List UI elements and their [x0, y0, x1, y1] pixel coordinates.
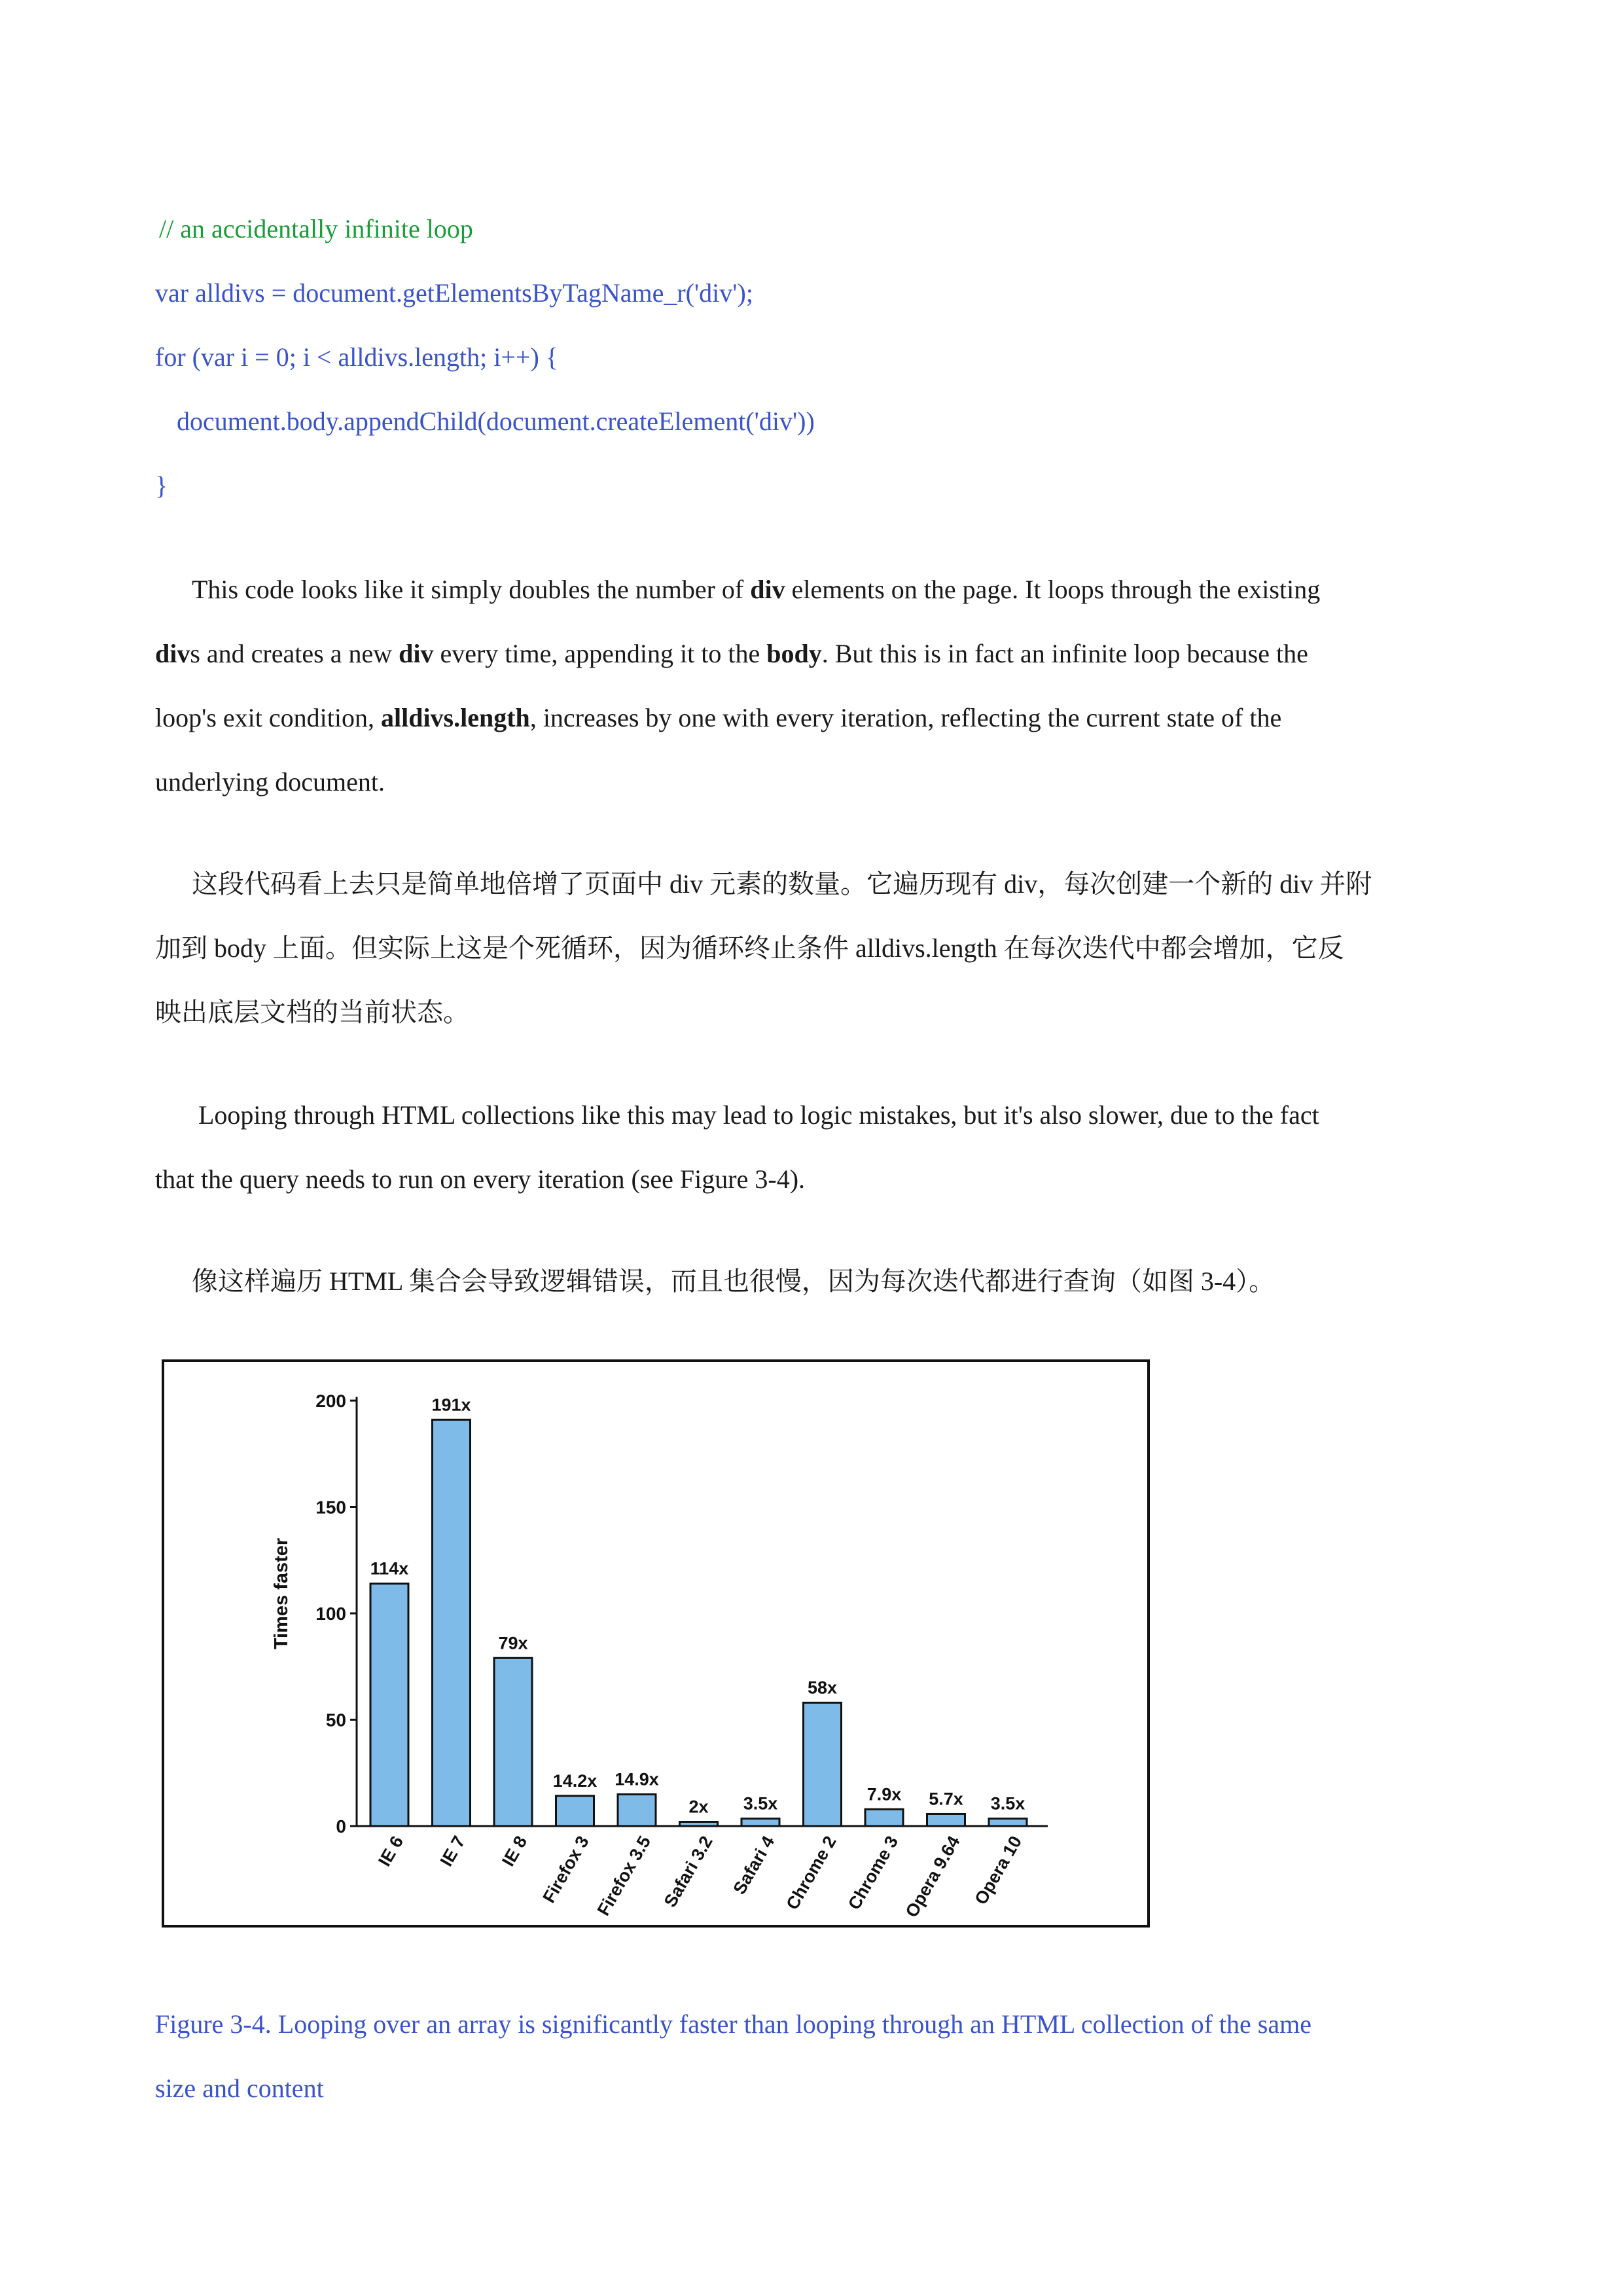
x-tick-label: IE 7 — [436, 1833, 469, 1870]
x-tick-label: Opera 9.64 — [901, 1833, 964, 1921]
y-tick-label: 200 — [315, 1391, 346, 1411]
bar-chart-figure — [162, 1359, 1150, 1928]
bar-data-label: 5.7x — [929, 1789, 963, 1809]
bar-chart-svg — [164, 1362, 1147, 1925]
bar-data-label: 14.9x — [615, 1769, 659, 1789]
text-run: every time, appending it to the — [433, 639, 767, 668]
bar — [370, 1584, 408, 1827]
x-tick-label: Safari 4 — [729, 1833, 779, 1898]
para1-row-4: underlying document. — [155, 767, 385, 797]
code-comment: // an accidentally infinite loop — [159, 214, 473, 243]
bar — [865, 1809, 903, 1826]
para3-row-1: Looping through HTML collections like this may lead to logic mistakes, but it's also slower, due to the fact — [198, 1100, 1319, 1130]
x-tick-label: Opera 10 — [971, 1833, 1026, 1909]
bar — [494, 1658, 532, 1826]
code-line-1: var alldivs = document.getElementsByTagName_r('div'); — [155, 278, 753, 308]
x-tick-label: Chrome 2 — [782, 1833, 840, 1913]
para1-row-3 — [155, 686, 1477, 750]
bar-data-label: 58x — [807, 1677, 838, 1698]
bar-data-label: 7.9x — [866, 1784, 902, 1804]
para2-row-3: 映出底层文档的当前状态。 — [155, 997, 469, 1027]
para1-row-1 — [155, 558, 1477, 622]
text-run: s and creates a new — [190, 639, 399, 668]
text-run: loop's exit condition, — [155, 703, 381, 732]
bar-data-label: 3.5x — [990, 1793, 1026, 1814]
bar — [618, 1795, 656, 1826]
y-tick-label: 0 — [336, 1816, 346, 1837]
bar-data-label: 79x — [498, 1633, 528, 1653]
y-axis-label: Times faster — [271, 1537, 292, 1650]
bar-data-label: 2x — [688, 1797, 709, 1817]
y-tick-label: 100 — [315, 1604, 346, 1624]
x-tick-label: Safari 3.2 — [660, 1833, 717, 1910]
bar — [989, 1819, 1027, 1826]
x-tick-label: IE 8 — [498, 1833, 531, 1870]
text-run: This code looks like it simply doubles the number of — [192, 575, 751, 604]
bar — [741, 1819, 779, 1826]
text-run: elements on the page. It loops through the existing — [785, 575, 1321, 604]
x-tick-label: IE 6 — [374, 1833, 408, 1870]
text-run-bold: div — [399, 639, 434, 668]
code-line-3: document.body.appendChild(document.createElement('div')) — [177, 406, 815, 436]
figure-caption-line-2: size and content — [155, 2073, 324, 2103]
paragraph-chinese-2 — [155, 1249, 1477, 1314]
bar — [804, 1703, 842, 1827]
x-tick-label: Chrome 3 — [844, 1833, 902, 1913]
para1-row-2 — [155, 622, 1477, 686]
text-run-bold: body — [766, 639, 822, 668]
bar — [556, 1796, 594, 1826]
paragraph-english-1 — [155, 558, 1477, 814]
para2-row-1: 这段代码看上去只是简单地倍增了页面中 div 元素的数量。它遍历现有 div，每次创建一个新的 div 并附 — [192, 869, 1372, 899]
bar — [433, 1420, 471, 1826]
bar-data-label: 14.2x — [552, 1770, 597, 1791]
para4-row-1: 像这样遍历 HTML 集合会导致逻辑错误，而且也很慢，因为每次迭代都进行查询（如图 3-4）。 — [192, 1266, 1275, 1296]
figure-caption-line-1: Figure 3-4. Looping over an array is significantly faster than looping through an HTML collection of the same — [155, 2009, 1311, 2039]
para3-row-2: that the query needs to run on every iteration (see Figure 3-4). — [155, 1164, 806, 1194]
x-tick-label: Firefox 3 — [539, 1833, 593, 1907]
bar — [927, 1814, 965, 1826]
y-tick-label: 50 — [325, 1710, 346, 1731]
text-run: . But this is in fact an infinite loop because the — [821, 639, 1308, 668]
code-line-4: } — [155, 471, 168, 500]
para2-row-2: 加到 body 上面。但实际上这是个死循环，因为循环终止条件 alldivs.length 在每次迭代中都会增加，它反 — [155, 933, 1344, 963]
bar-data-label: 191x — [431, 1395, 471, 1415]
y-tick-label: 150 — [315, 1497, 346, 1518]
text-run-bold: alldivs.length — [380, 703, 530, 732]
bar — [680, 1822, 718, 1827]
bar-data-label: 114x — [370, 1558, 409, 1579]
text-run-bold: div — [155, 639, 190, 668]
paragraph-english-2 — [155, 1083, 1477, 1211]
text-run-bold: div — [750, 575, 785, 604]
x-tick-label: Firefox 3.5 — [593, 1833, 655, 1919]
bar-data-label: 3.5x — [743, 1793, 778, 1814]
paragraph-chinese-1 — [155, 852, 1477, 1045]
text-run: , increases by one with every iteration, reflecting the current state of the — [529, 703, 1282, 732]
code-line-2: for (var i = 0; i < alldivs.length; i++) { — [155, 342, 558, 372]
